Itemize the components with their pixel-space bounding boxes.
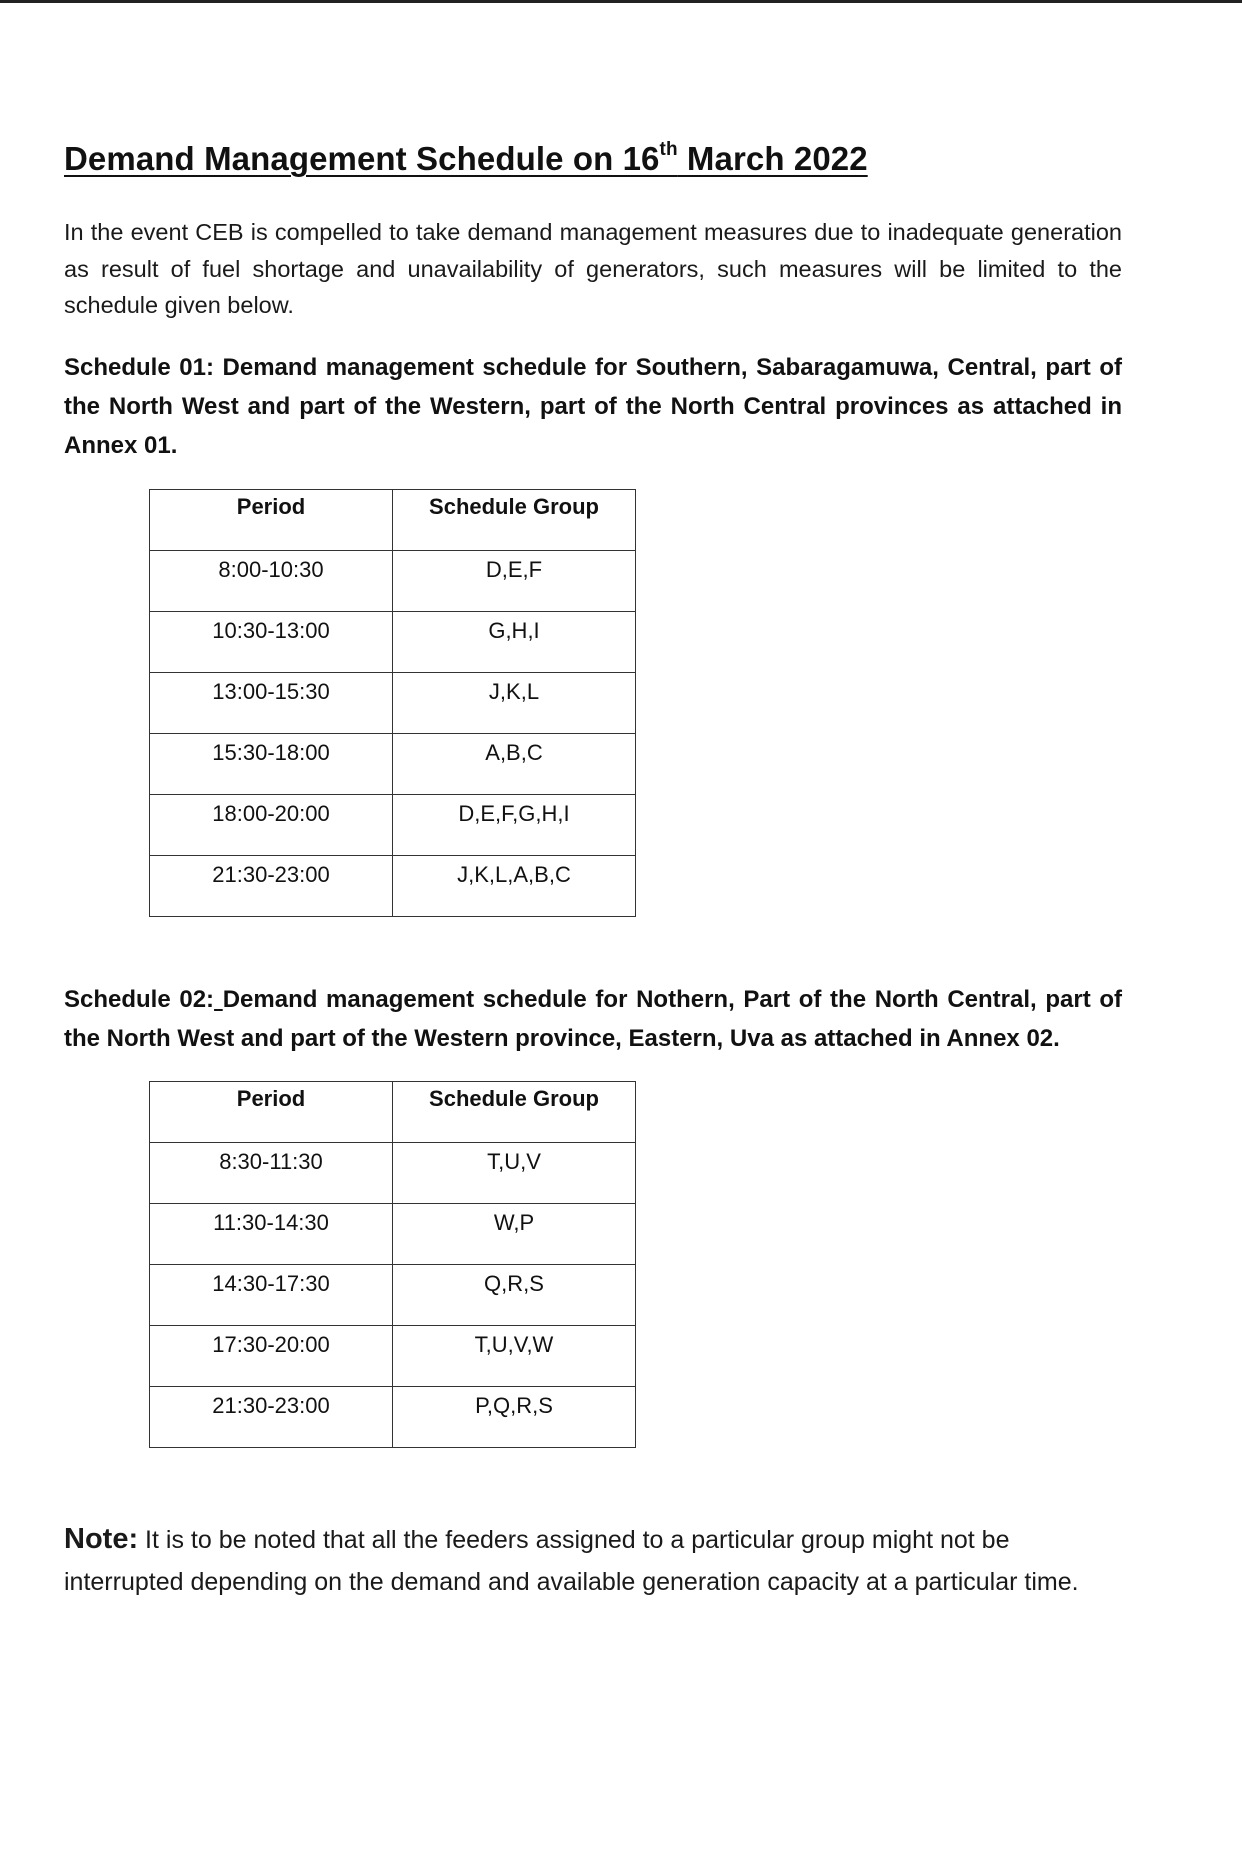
group-cell: Q,R,S	[393, 1265, 636, 1326]
note-paragraph	[64, 1518, 1094, 1603]
group-cell: J,K,L,A,B,C	[393, 856, 636, 917]
period-cell: 17:30-20:00	[150, 1326, 393, 1387]
group-cell: D,E,F,G,H,I	[393, 795, 636, 856]
column-header-period: Period	[150, 490, 393, 551]
group-cell: A,B,C	[393, 734, 636, 795]
table-row	[150, 1143, 636, 1204]
table-header-row	[150, 1082, 636, 1143]
table-row	[150, 856, 636, 917]
group-cell: J,K,L	[393, 673, 636, 734]
column-header-schedule-group: Schedule Group	[393, 1082, 636, 1143]
table-row	[150, 612, 636, 673]
group-cell: W,P	[393, 1204, 636, 1265]
schedule-1-table	[149, 489, 636, 917]
note-text: It is to be noted that all the feeders assigned to a particular group might not be interrupted depending on the demand and available generation capacity at a particular time.	[64, 1526, 1079, 1596]
period-cell: 8:00-10:30	[150, 551, 393, 612]
table-header-row	[150, 490, 636, 551]
period-cell: 21:30-23:00	[150, 1387, 393, 1448]
table-row	[150, 1265, 636, 1326]
page-title	[64, 140, 868, 178]
table-row	[150, 673, 636, 734]
column-header-schedule-group: Schedule Group	[393, 490, 636, 551]
period-cell: 21:30-23:00	[150, 856, 393, 917]
period-cell: 13:00-15:30	[150, 673, 393, 734]
title-superscript: th	[659, 139, 678, 160]
title-prefix: Demand Management Schedule on 16	[64, 140, 660, 177]
period-cell: 18:00-20:00	[150, 795, 393, 856]
schedule-2-heading-underlined-space	[214, 986, 223, 1013]
period-cell: 10:30-13:00	[150, 612, 393, 673]
group-cell: T,U,V	[393, 1143, 636, 1204]
table-row	[150, 1204, 636, 1265]
note-label: Note:	[64, 1523, 139, 1555]
column-header-period: Period	[150, 1082, 393, 1143]
group-cell: D,E,F	[393, 551, 636, 612]
table-row	[150, 795, 636, 856]
period-cell: 8:30-11:30	[150, 1143, 393, 1204]
group-cell: G,H,I	[393, 612, 636, 673]
schedule-2-table	[149, 1081, 636, 1448]
period-cell: 11:30-14:30	[150, 1204, 393, 1265]
top-border-line	[0, 0, 1242, 3]
schedule-2-heading-label: Schedule 02:	[64, 986, 215, 1013]
period-cell: 14:30-17:30	[150, 1265, 393, 1326]
schedule-1-heading: Schedule 01: Demand management schedule for Southern, Sabaragamuwa, Central, part of the North West and part of the Western, part of the North Central provinces as attached in Annex 01.	[64, 354, 1122, 459]
schedule-2-heading-text: Demand management schedule for Nothern, Part of the North Central, part of the North West and part of the Western province, Eastern, Uva as attached in Annex 02.	[64, 986, 1122, 1052]
table-row	[150, 1387, 636, 1448]
table-row	[150, 734, 636, 795]
table-row	[150, 1326, 636, 1387]
group-cell: P,Q,R,S	[393, 1387, 636, 1448]
table-row	[150, 551, 636, 612]
schedule-2-heading	[64, 980, 1122, 1058]
title-suffix: March 2022	[677, 140, 868, 177]
intro-paragraph: In the event CEB is compelled to take demand management measures due to inadequate generation as result of fuel shortage and unavailability of generators, such measures will be limited to the schedule given below.	[64, 219, 1122, 318]
period-cell: 15:30-18:00	[150, 734, 393, 795]
group-cell: T,U,V,W	[393, 1326, 636, 1387]
